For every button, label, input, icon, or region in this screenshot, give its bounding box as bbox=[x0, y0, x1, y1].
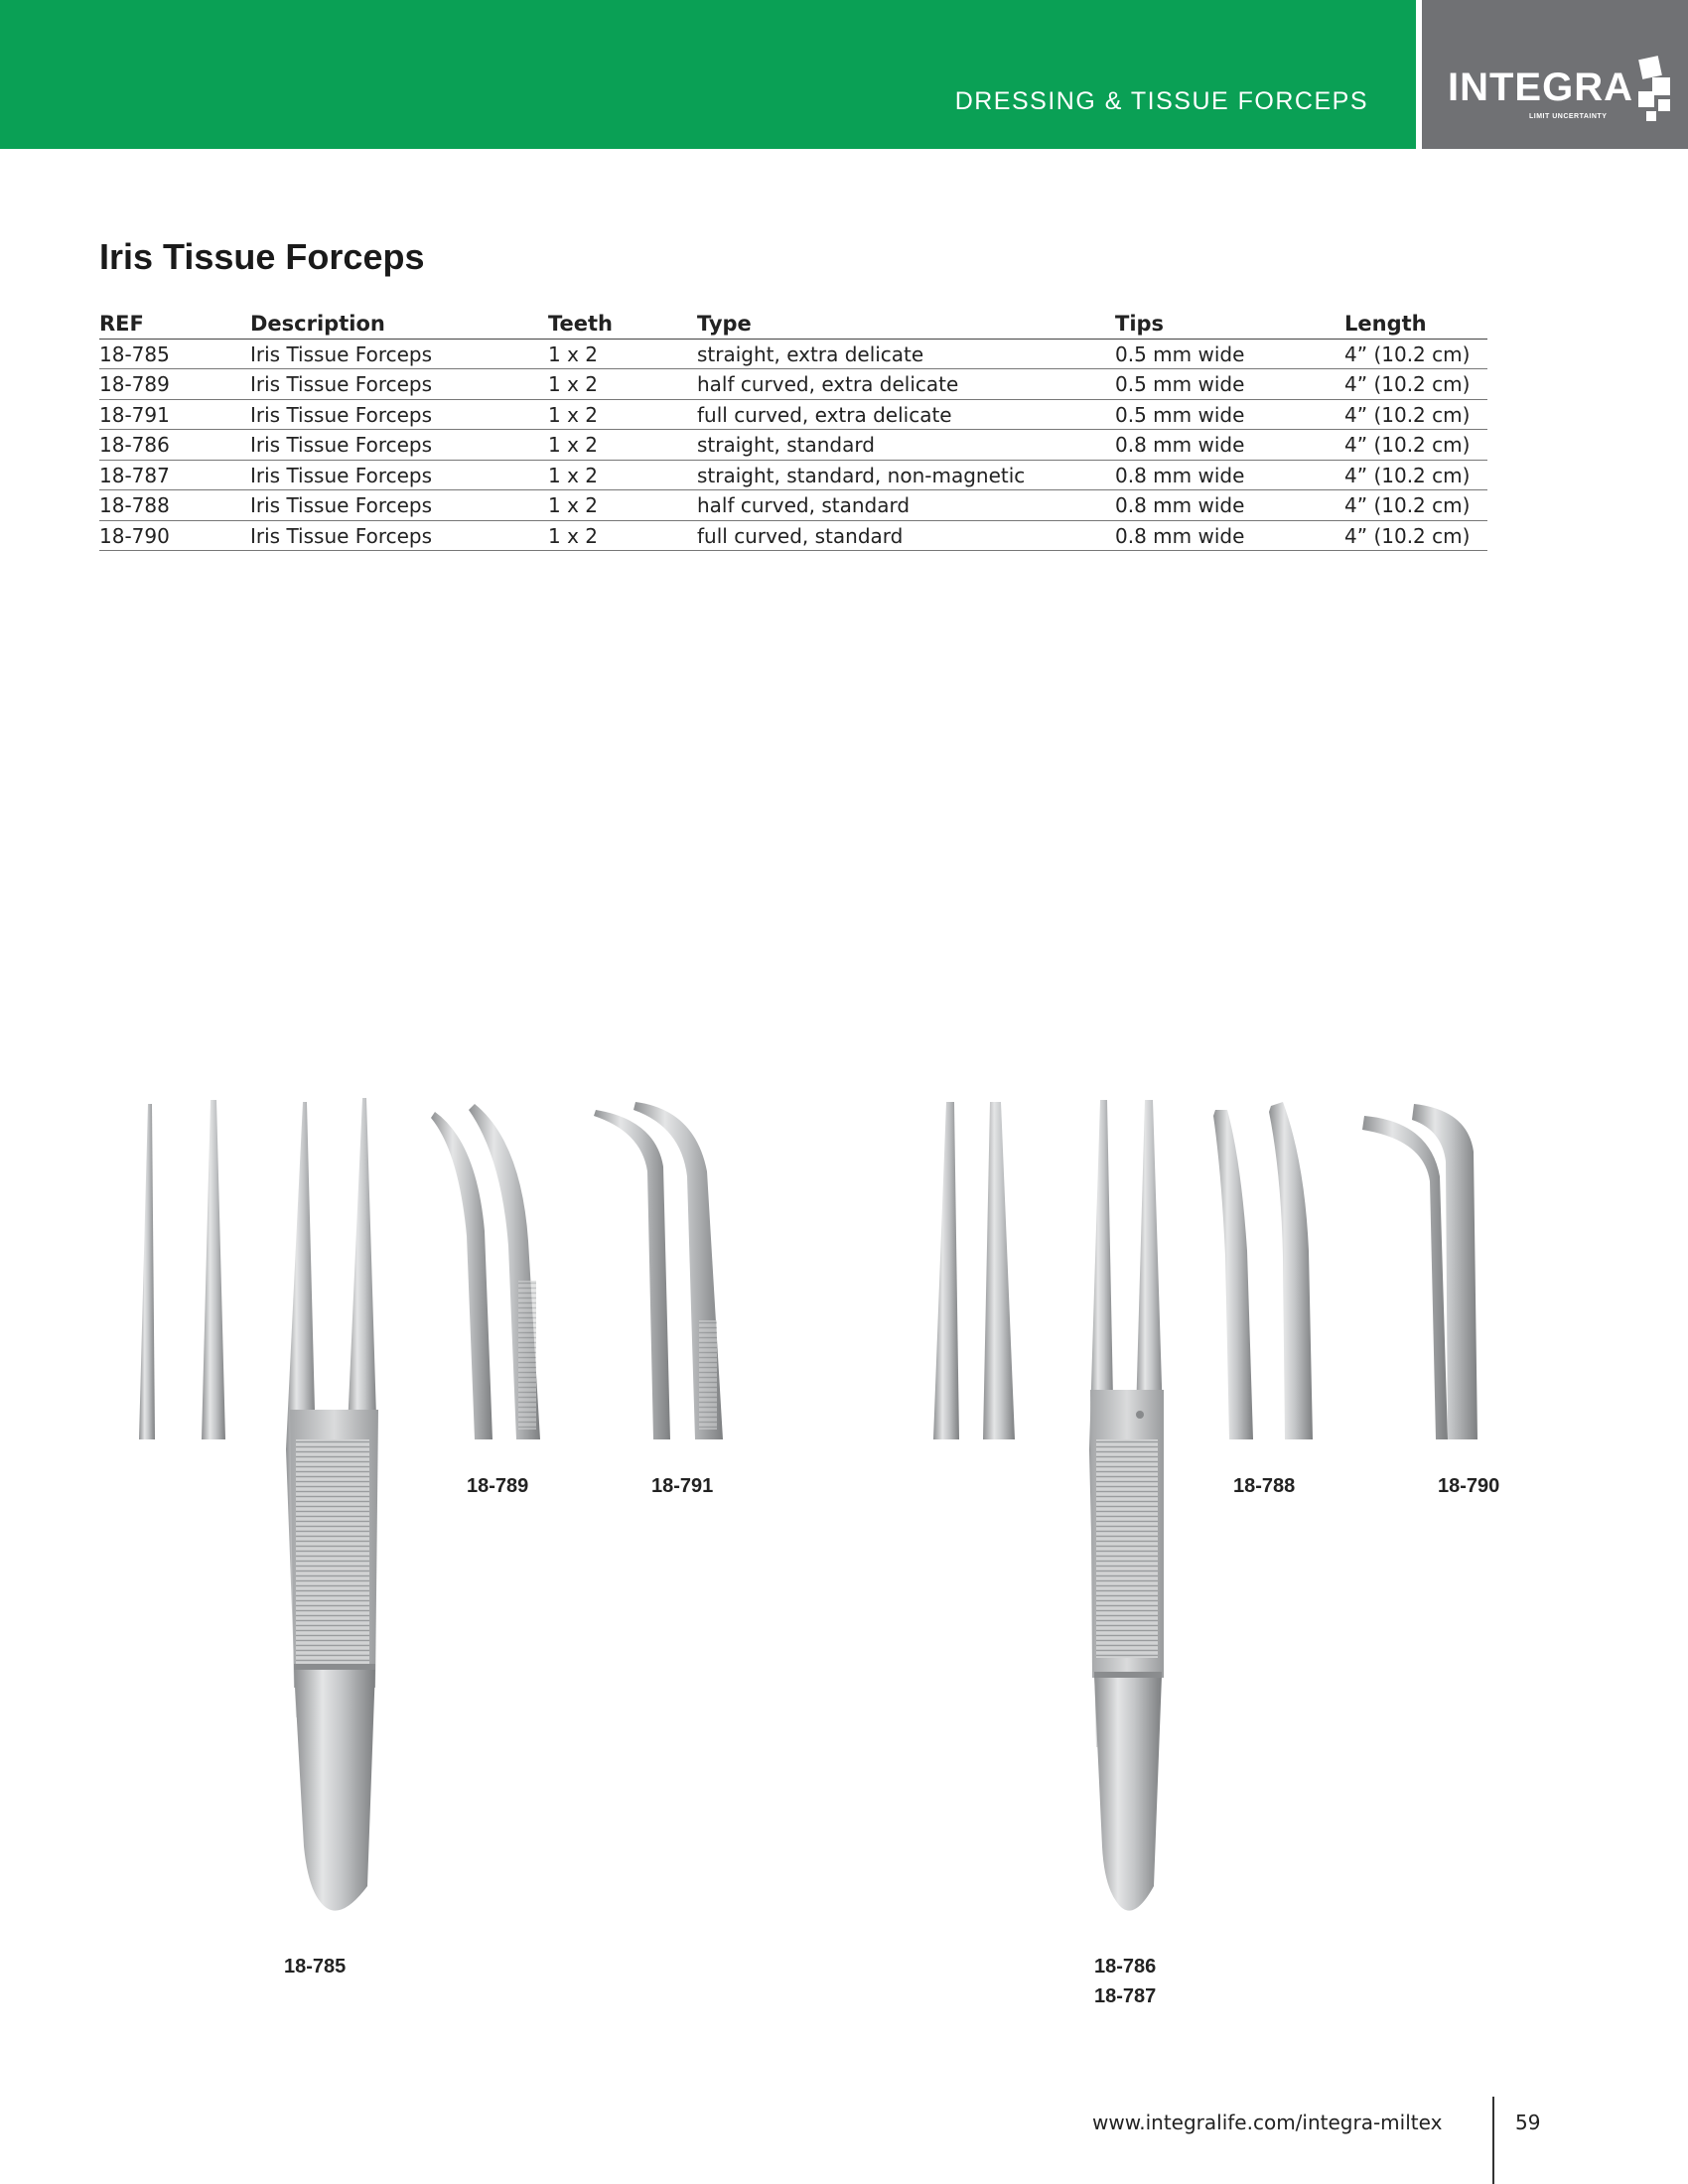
tips-closeup-18-785 bbox=[139, 1100, 225, 1439]
cell-description: Iris Tissue Forceps bbox=[250, 430, 548, 461]
cell-ref: 18-787 bbox=[99, 460, 250, 490]
col-header-type: Type bbox=[697, 308, 1115, 339]
cell-type: straight, standard bbox=[697, 430, 1115, 461]
cell-length: 4” (10.2 cm) bbox=[1344, 430, 1487, 461]
page-title: Iris Tissue Forceps bbox=[99, 236, 425, 277]
figure-label-18-785: 18-785 bbox=[284, 1956, 347, 1978]
cell-tips: 0.5 mm wide bbox=[1115, 339, 1344, 369]
header-band bbox=[0, 0, 1416, 149]
table-row bbox=[99, 369, 1487, 400]
figure-label-18-791: 18-791 bbox=[651, 1475, 714, 1497]
cell-length: 4” (10.2 cm) bbox=[1344, 520, 1487, 551]
cell-length: 4” (10.2 cm) bbox=[1344, 369, 1487, 400]
cell-description: Iris Tissue Forceps bbox=[250, 339, 548, 369]
cell-ref: 18-788 bbox=[99, 490, 250, 521]
footer-divider bbox=[1492, 2097, 1494, 2184]
cell-tips: 0.5 mm wide bbox=[1115, 399, 1344, 430]
cell-type: straight, standard, non-magnetic bbox=[697, 460, 1115, 490]
cell-teeth: 1 x 2 bbox=[548, 339, 697, 369]
table-row bbox=[99, 460, 1487, 490]
cell-ref: 18-786 bbox=[99, 430, 250, 461]
figure-label-18-790: 18-790 bbox=[1438, 1475, 1500, 1497]
cell-description: Iris Tissue Forceps bbox=[250, 490, 548, 521]
forceps-illustrations bbox=[0, 1072, 1688, 2045]
cell-length: 4” (10.2 cm) bbox=[1344, 460, 1487, 490]
cell-ref: 18-791 bbox=[99, 399, 250, 430]
page-number: 59 bbox=[1515, 2111, 1541, 2134]
table-row bbox=[99, 399, 1487, 430]
spec-table bbox=[99, 308, 1487, 551]
cell-tips: 0.8 mm wide bbox=[1115, 520, 1344, 551]
col-header-teeth: Teeth bbox=[548, 308, 697, 339]
cell-teeth: 1 x 2 bbox=[548, 520, 697, 551]
table-row bbox=[99, 520, 1487, 551]
col-header-ref: REF bbox=[99, 308, 250, 339]
cell-tips: 0.8 mm wide bbox=[1115, 430, 1344, 461]
cell-ref: 18-785 bbox=[99, 339, 250, 369]
cell-description: Iris Tissue Forceps bbox=[250, 369, 548, 400]
table-header-row bbox=[99, 308, 1487, 339]
cell-type: full curved, extra delicate bbox=[697, 399, 1115, 430]
figure-label-18-788: 18-788 bbox=[1233, 1475, 1296, 1497]
cell-description: Iris Tissue Forceps bbox=[250, 399, 548, 430]
cell-type: straight, extra delicate bbox=[697, 339, 1115, 369]
logo-tagline: LIMIT UNCERTAINTY bbox=[1529, 113, 1608, 120]
cell-teeth: 1 x 2 bbox=[548, 490, 697, 521]
forceps-18-786 bbox=[1089, 1100, 1164, 1911]
forceps-18-788 bbox=[1213, 1102, 1313, 1439]
forceps-18-791 bbox=[594, 1102, 723, 1439]
logo-wordmark: INTEGRA bbox=[1448, 66, 1633, 109]
logo-squares-icon bbox=[1626, 56, 1674, 129]
col-header-description: Description bbox=[250, 308, 548, 339]
cell-teeth: 1 x 2 bbox=[548, 430, 697, 461]
cell-teeth: 1 x 2 bbox=[548, 369, 697, 400]
table-row bbox=[99, 490, 1487, 521]
footer-url: www.integralife.com/integra-miltex bbox=[1092, 2111, 1443, 2134]
cell-tips: 0.8 mm wide bbox=[1115, 460, 1344, 490]
forceps-18-789 bbox=[431, 1104, 540, 1439]
figure-label-18-787: 18-787 bbox=[1094, 1985, 1157, 2007]
figure-label-18-786: 18-786 bbox=[1094, 1956, 1157, 1978]
cell-tips: 0.5 mm wide bbox=[1115, 369, 1344, 400]
figure-label-18-789: 18-789 bbox=[467, 1475, 529, 1497]
cell-teeth: 1 x 2 bbox=[548, 460, 697, 490]
col-header-tips: Tips bbox=[1115, 308, 1344, 339]
forceps-18-790 bbox=[1362, 1104, 1477, 1439]
cell-tips: 0.8 mm wide bbox=[1115, 490, 1344, 521]
cell-description: Iris Tissue Forceps bbox=[250, 460, 548, 490]
table-row bbox=[99, 430, 1487, 461]
tips-closeup-18-786 bbox=[933, 1102, 1015, 1439]
cell-length: 4” (10.2 cm) bbox=[1344, 490, 1487, 521]
col-header-length: Length bbox=[1344, 308, 1487, 339]
cell-length: 4” (10.2 cm) bbox=[1344, 339, 1487, 369]
logo-block bbox=[1422, 0, 1688, 149]
cell-ref: 18-789 bbox=[99, 369, 250, 400]
table-row bbox=[99, 339, 1487, 369]
cell-length: 4” (10.2 cm) bbox=[1344, 399, 1487, 430]
cell-type: full curved, standard bbox=[697, 520, 1115, 551]
cell-teeth: 1 x 2 bbox=[548, 399, 697, 430]
forceps-18-785 bbox=[286, 1098, 378, 1911]
cell-type: half curved, extra delicate bbox=[697, 369, 1115, 400]
cell-ref: 18-790 bbox=[99, 520, 250, 551]
section-title: DRESSING & TISSUE FORCEPS bbox=[954, 87, 1368, 115]
cell-type: half curved, standard bbox=[697, 490, 1115, 521]
cell-description: Iris Tissue Forceps bbox=[250, 520, 548, 551]
